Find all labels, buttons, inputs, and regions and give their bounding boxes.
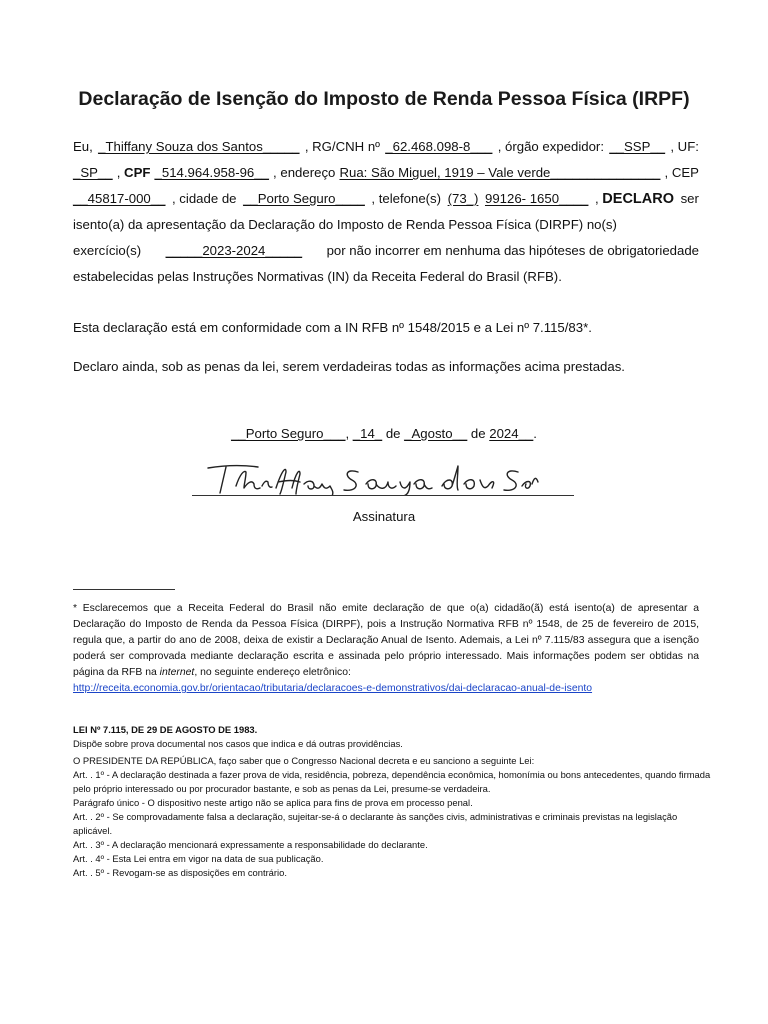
uf-field: _SP__ <box>73 165 113 180</box>
law-paragrafo-unico: Parágrafo único - O dispositivo neste artigo não se aplica para fins de prova em processo penal. <box>73 797 473 808</box>
ddd-field: (73_) <box>447 191 479 206</box>
declaration-line-2: _SP__ , CPF _514.964.958-96__ , endereço Rua: São Miguel, 1919 – Vale verde_______________ , CEP <box>73 160 699 186</box>
law-text <box>73 723 713 880</box>
address-field: Rua: São Miguel, 1919 – Vale verde_______________ <box>339 165 661 180</box>
truth-statement: Declaro ainda, sob as penas da lei, serem verdadeiras todas as informações acima prestadas. <box>73 359 625 374</box>
cpf-label: CPF <box>124 165 151 180</box>
declaration-line-3: __45817-000__ , cidade de __Porto Seguro____ , telefone(s) (73_) 99126- 1650____ , DECLARO ser <box>73 186 699 212</box>
footnote-divider <box>73 589 175 590</box>
cpf-field: _514.964.958-96__ <box>154 165 269 180</box>
orgao-field: __SSP__ <box>609 139 666 154</box>
date-year: 2024__ <box>489 426 534 441</box>
phone-field: 99126- 1650____ <box>484 191 589 206</box>
law-art-1: Art. . 1º - A declaração destinada a fazer prova de vida, residência, pobreza, dependência econômica, homonímia ou bons antecedentes, quando firmada pelo próprio interessado ou por procurador bastante, e sob as penas da Lei, presume-se verdadeira. <box>73 769 711 794</box>
rg-field: _62.468.098-8___ <box>385 139 493 154</box>
declaration-paragraph <box>73 134 699 290</box>
law-art-3: Art. . 3º - A declaração mencionará expressamente a responsabilidade do declarante. <box>73 839 428 850</box>
law-preamble: O PRESIDENTE DA REPÚBLICA, faço saber que o Congresso Nacional decreta e eu sanciono a seguinte Lei: <box>73 755 535 766</box>
declaration-line-1: Eu, _Thiffany Souza dos Santos_____ , RG/CNH nº _62.468.098-8___ , órgão expedidor: __SSP__ , UF: <box>73 134 699 160</box>
law-summary: Dispõe sobre prova documental nos casos que indica e dá outras providências. <box>73 738 403 749</box>
date-day: _14_ <box>352 426 383 441</box>
conformity-statement: Esta declaração está em conformidade com a IN RFB nº 1548/2015 e a Lei nº 7.115/83*. <box>73 320 592 335</box>
receita-link[interactable]: http://receita.economia.gov.br/orientacao/tributaria/declaracoes-e-demonstrativos/dai-declaracao-anual-de-isento <box>73 683 593 694</box>
date-month: _Agosto__ <box>404 426 468 441</box>
signature-line <box>192 495 574 496</box>
law-heading: LEI Nº 7.115, DE 29 DE AGOSTO DE 1983. <box>73 724 258 735</box>
signature-label: Assinatura <box>352 509 416 524</box>
declaration-line-4: isento(a) da apresentação da Declaração do Imposto de Renda Pessoa Física (DIRPF) no(s) <box>73 217 617 232</box>
law-art-2: Art. . 2º - Se comprovadamente falsa a declaração, sujeitar-se-á o declarante às sanções civis, administrativas e criminais previstas na legislação aplicável. <box>73 811 678 836</box>
declaro-keyword: DECLARO <box>602 191 674 207</box>
date-city: __Porto Seguro___ <box>231 426 346 441</box>
date-line: __Porto Seguro___, _14_ de _Agosto__ de 2024__. <box>231 426 537 441</box>
declaration-line-5: exercício(s) _____2023-2024_____ por não incorrer em nenhuma das hipóteses de obrigatoriedade <box>73 238 699 264</box>
law-art-5: Art. . 5º - Revogam-se as disposições em contrário. <box>73 867 287 878</box>
city-field: __Porto Seguro____ <box>243 191 365 206</box>
cep-field: __45817-000__ <box>73 191 166 206</box>
name-field: _Thiffany Souza dos Santos_____ <box>98 139 300 154</box>
footnote: * Esclarecemos que a Receita Federal do Brasil não emite declaração de que o(a) cidadão(ã) está isento(a) de apresentar a Declaração do Imposto de Renda da Pessoa Física (DIRPF), pois a Instrução Normativa RFB nº 1548, de 25 de fevereiro de 2015, regula que, a partir do ano de 2008, deixa de existir a Declaração Anual de Isento. Ademais, a Lei nº 7.115/83 assegura que a isenção poderá ser comprovada mediante declaração escrita e assinada pelo próprio interessado. Mais informações podem ser obtidas na página da RFB na internet, no seguinte endereço eletrônico: http://receita.economia.gov.br/orientacao/tributaria/declaracoes-e-demonstrativos/dai-declaracao-anual-de-isento <box>73 603 699 694</box>
document-title: Declaração de Isenção do Imposto de Renda Pessoa Física (IRPF) <box>78 88 690 110</box>
law-art-4: Art. . 4º - Esta Lei entra em vigor na data de sua publicação. <box>73 853 324 864</box>
handwritten-signature <box>196 460 541 496</box>
exercicio-field: _____2023-2024_____ <box>165 243 303 258</box>
declaration-line-6: estabelecidas pelas Instruções Normativas (IN) da Receita Federal do Brasil (RFB). <box>73 269 562 284</box>
